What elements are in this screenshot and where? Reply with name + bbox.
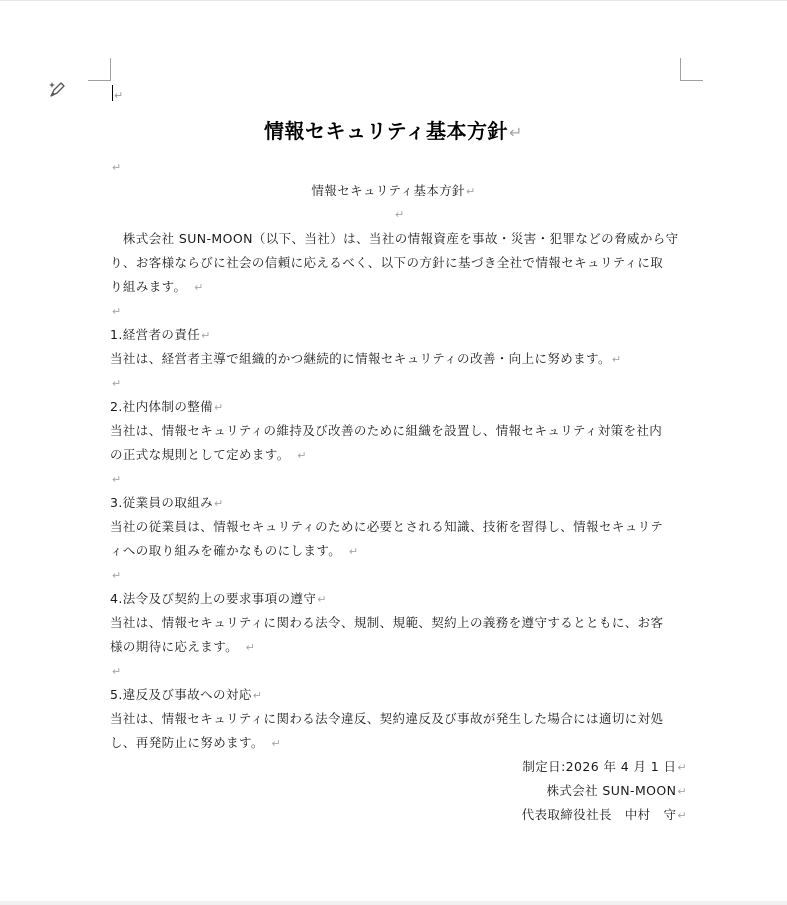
paragraph-mark: ↵	[194, 281, 204, 294]
section-heading[interactable]	[110, 686, 262, 705]
section-body-text: 様の期待に応えます。	[110, 639, 232, 654]
section-heading-text: 5.違反及び事故への対応	[110, 687, 252, 702]
subtitle-line[interactable]	[0, 182, 787, 201]
paragraph-mark: ↵	[201, 329, 211, 342]
text-cursor	[112, 85, 113, 101]
page-title[interactable]	[0, 118, 787, 146]
intro-text: り組みます。	[110, 279, 181, 294]
section-body-line[interactable]	[110, 710, 663, 728]
paragraph-mark: ↵	[509, 123, 523, 142]
signature-date[interactable]	[522, 758, 687, 777]
paragraph-mark: ↵	[214, 401, 224, 414]
paragraph-mark: ↵	[677, 809, 687, 822]
paragraph-mark: ↵	[112, 569, 122, 582]
paragraph-mark: ↵	[395, 208, 405, 221]
section-heading-text: 3.従業員の取組み	[110, 495, 214, 510]
crop-mark-top-left	[88, 58, 111, 81]
section-body-text: 当社は、情報セキュリティに関わる法令違反、契約違反及び事故が発生した場合には適切に対処	[110, 711, 664, 726]
paragraph-mark: ↵	[112, 377, 122, 390]
section-body-text: 当社は、情報セキュリティに関わる法令、規制、規範、契約上の義務を遵守するとともに、お客	[110, 615, 664, 630]
section-body-line[interactable]	[110, 518, 663, 536]
signature-representative[interactable]	[522, 806, 687, 825]
paragraph-mark: ↵	[297, 449, 307, 462]
intro-text: 株式会社 SUN-MOON（以下、当社）は、当社の情報資産を事故・災害・犯罪などの脅威から守	[110, 231, 679, 246]
signature-company-text: 株式会社 SUN-MOON	[546, 783, 677, 798]
section-body-line[interactable]	[110, 350, 621, 369]
section-heading-text: 1.経営者の責任	[110, 327, 201, 342]
section-body-line[interactable]	[110, 614, 663, 632]
intro-line[interactable]	[110, 254, 663, 272]
page-title-text: 情報セキュリティ基本方針	[264, 119, 509, 143]
section-body-text: ィへの取り組みを確かなものにします。	[110, 543, 335, 558]
section-body-line[interactable]	[110, 734, 281, 753]
section-body-line[interactable]	[110, 446, 307, 465]
signature-representative-text: 代表取締役社長 中村 守	[521, 807, 677, 822]
section-heading[interactable]	[110, 494, 224, 513]
paragraph-mark: ↵	[112, 305, 122, 318]
signature-date-text: 制定日:2026 年 4 月 1 日	[522, 759, 677, 774]
section-heading[interactable]	[110, 326, 211, 345]
paragraph-mark: ↵	[214, 497, 224, 510]
section-body-line[interactable]	[110, 542, 358, 561]
paragraph-mark: ↵	[112, 161, 122, 174]
paragraph-mark: ↵	[271, 737, 282, 750]
paragraph-mark: ↵	[245, 641, 256, 654]
pen-sparkle-icon[interactable]	[46, 79, 68, 101]
section-heading-text: 2.社内体制の整備	[110, 399, 214, 414]
intro-line[interactable]	[110, 278, 204, 297]
signature-company[interactable]	[546, 782, 687, 801]
paragraph-mark: ↵	[114, 89, 124, 102]
subtitle-text: 情報セキュリティ基本方針	[311, 183, 465, 198]
intro-line[interactable]	[110, 230, 679, 248]
page-bottom-edge	[0, 901, 787, 905]
paragraph-mark: ↵	[112, 665, 122, 678]
section-body-line[interactable]	[110, 422, 662, 440]
paragraph-mark: ↵	[317, 593, 327, 606]
section-body-text: 当社は、情報セキュリティの維持及び改善のために組織を設置し、情報セキュリティ対策を社内	[110, 423, 663, 438]
intro-text: り、お客様ならびに社会の信頼に応えるべく、以下の方針に基づき全社で情報セキュリティに取	[110, 255, 664, 270]
paragraph-mark: ↵	[348, 545, 359, 558]
paragraph-mark: ↵	[252, 689, 263, 702]
paragraph-mark: ↵	[112, 473, 122, 486]
section-body-line[interactable]	[110, 638, 255, 657]
section-body-text: し、再発防止に努めます。	[110, 735, 258, 750]
paragraph-mark: ↵	[611, 353, 622, 366]
section-heading[interactable]	[110, 398, 224, 417]
paragraph-mark: ↵	[465, 185, 476, 198]
section-body-text: の正式な規則として定めます。	[110, 447, 284, 462]
section-heading[interactable]	[110, 590, 327, 609]
section-body-text: 当社は、経営者主導で組織的かつ継続的に情報セキュリティの改善・向上に努めます。	[110, 351, 611, 366]
section-heading-text: 4.法令及び契約上の要求事項の遵守	[110, 591, 317, 606]
paragraph-mark: ↵	[677, 761, 687, 774]
section-body-text: 当社の従業員は、情報セキュリティのために必要とされる知識、技術を習得し、情報セキュリテ	[110, 519, 664, 534]
paragraph-mark: ↵	[677, 785, 687, 798]
crop-mark-top-right	[680, 58, 703, 81]
